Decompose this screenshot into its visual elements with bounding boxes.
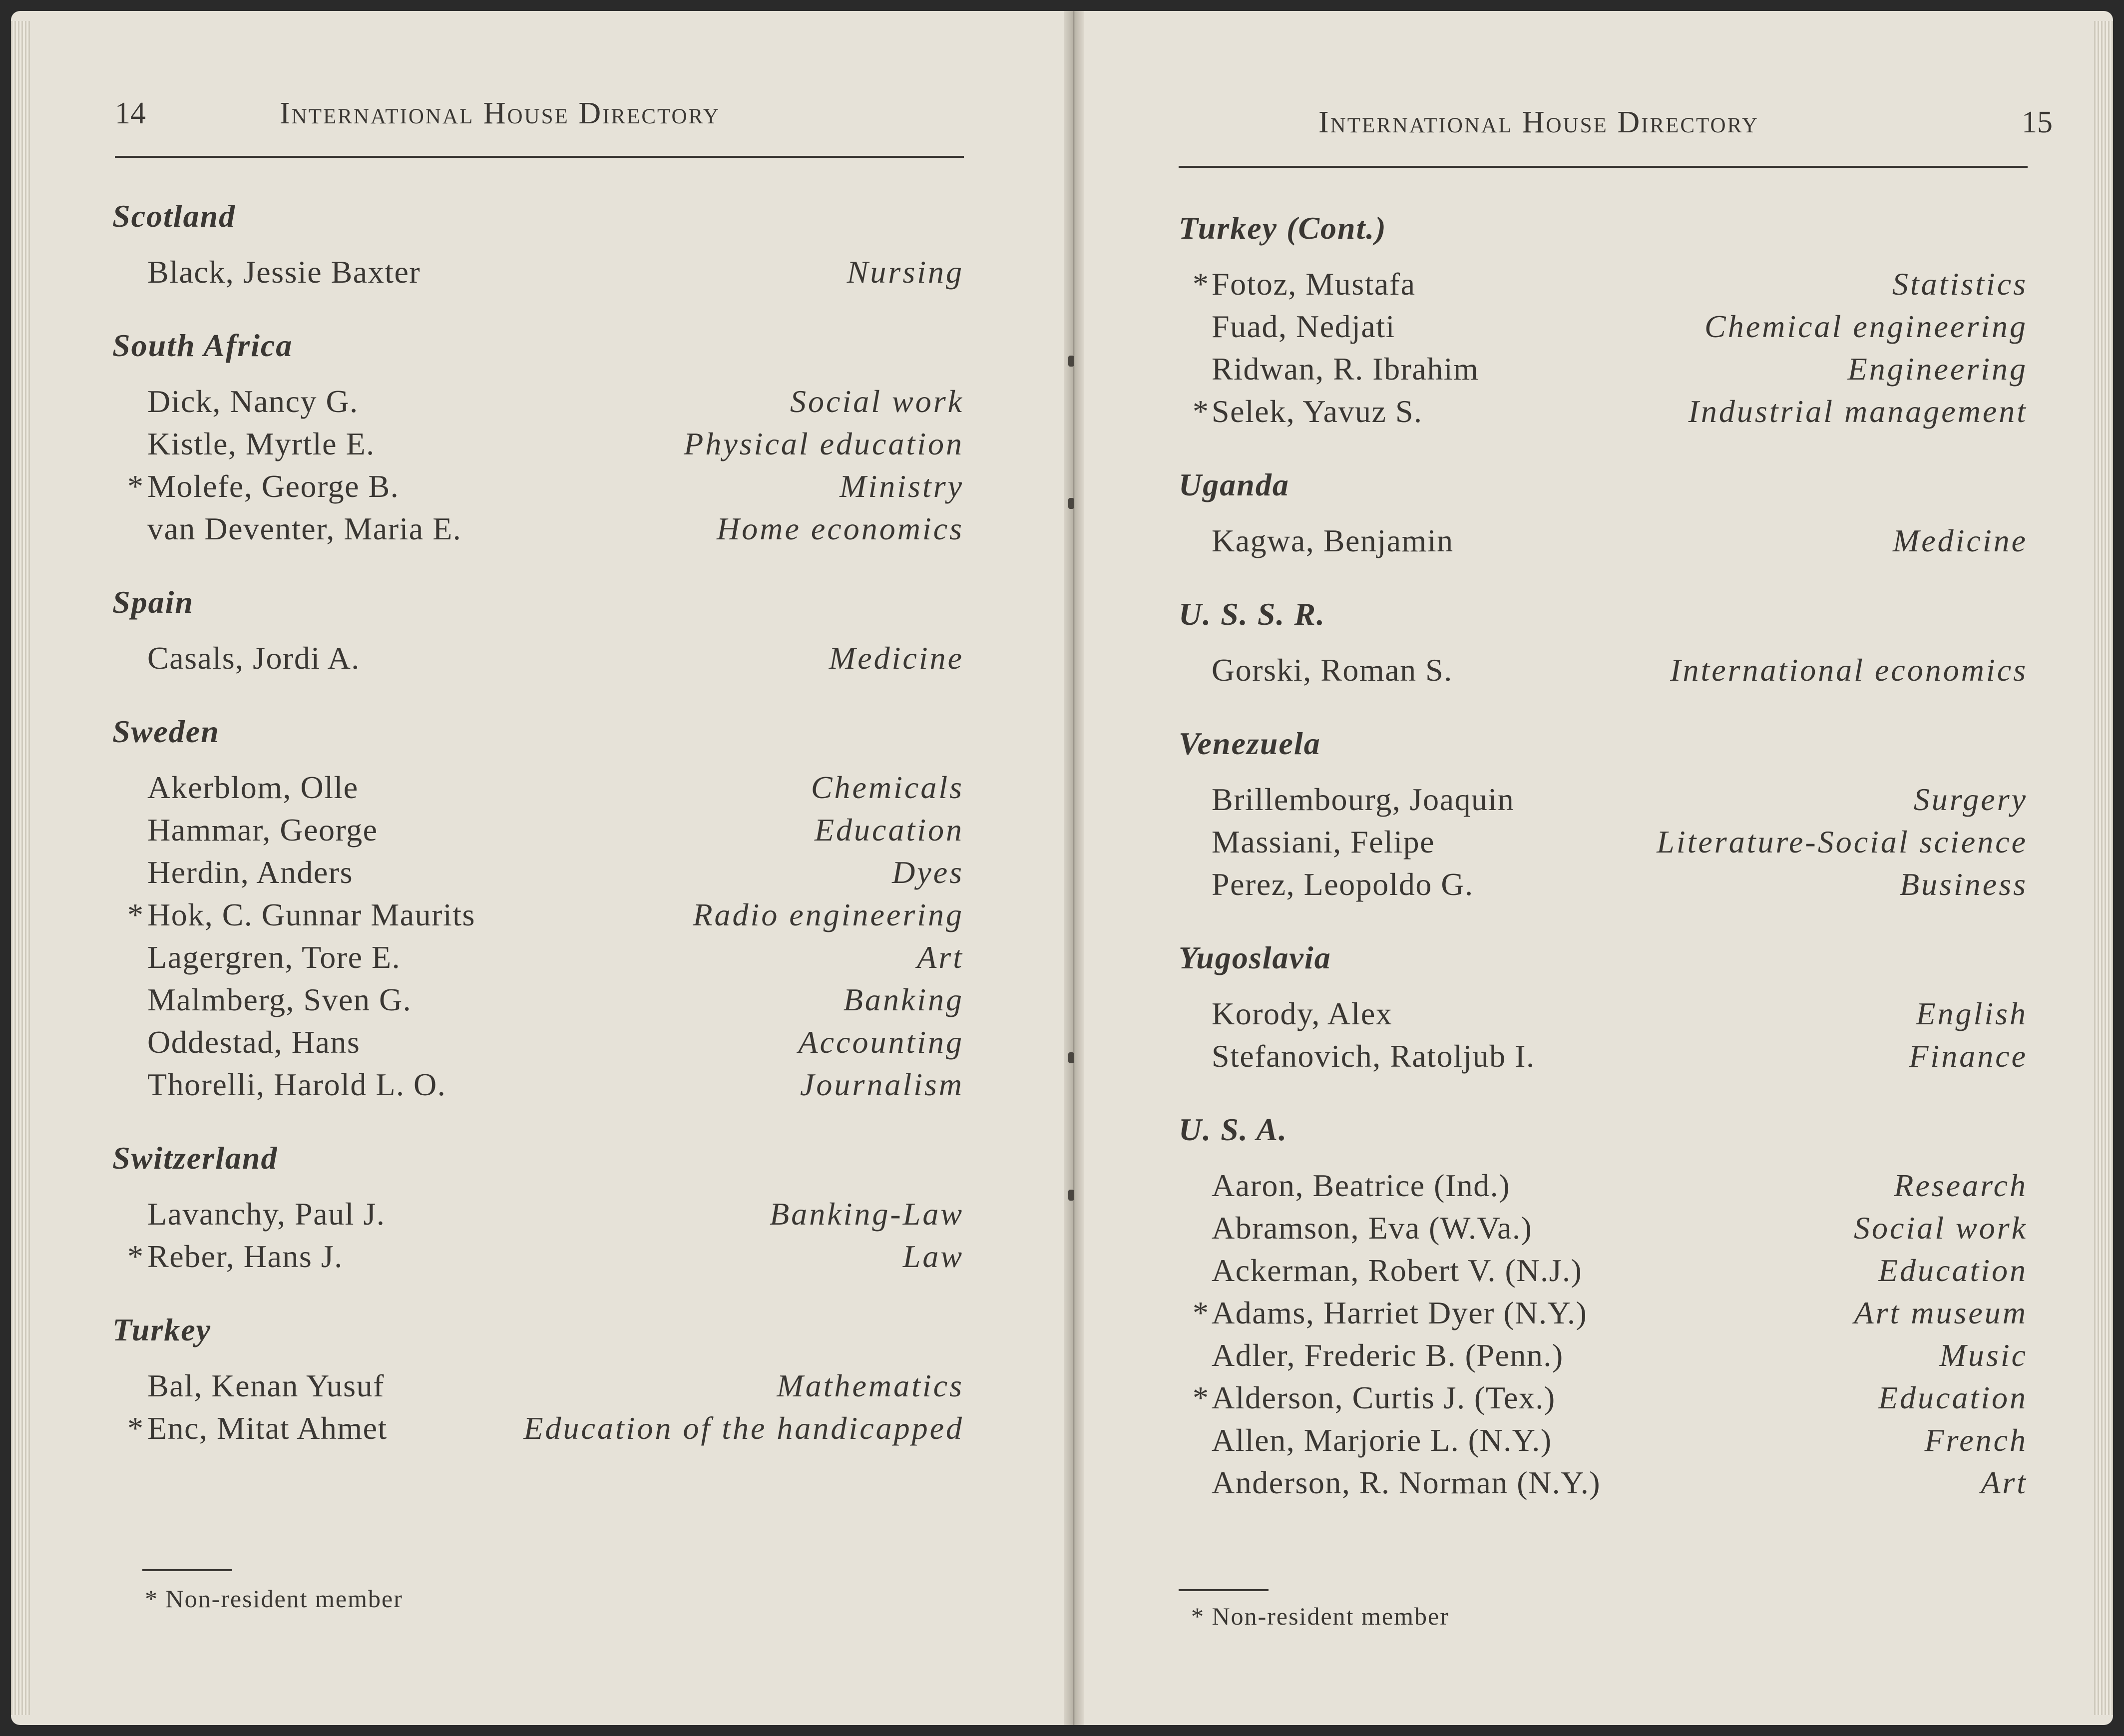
field-of-study: Banking-Law <box>770 1196 964 1232</box>
list-item <box>1179 1334 2028 1376</box>
member-name: Aaron, Beatrice (Ind.) <box>1212 1168 1511 1203</box>
field-of-study: Education of the handicapped <box>523 1410 964 1446</box>
entry-list <box>112 637 964 679</box>
member-name: Perez, Leopoldo G. <box>1212 867 1474 902</box>
member-name: Alderson, Curtis J. (Tex.) <box>1212 1380 1556 1415</box>
member-name: Allen, Marjorie L. (N.Y.) <box>1212 1422 1552 1458</box>
directory-listing <box>1179 207 2028 1504</box>
list-item <box>112 423 964 465</box>
entry-list <box>1179 992 2028 1077</box>
header-title: International House Directory <box>280 96 720 130</box>
field-of-study: Business <box>1900 867 2028 902</box>
list-item <box>1179 1207 2028 1249</box>
member-name: Malmberg, Sven G. <box>147 982 412 1017</box>
header-rule <box>115 156 964 158</box>
member-name: Bal, Kenan Yusuf <box>147 1368 385 1403</box>
list-item <box>112 507 964 550</box>
binding-stitch <box>1068 1052 1074 1063</box>
field-of-study: Law <box>902 1239 964 1274</box>
running-header <box>115 96 964 141</box>
member-name: Abramson, Eva (W.Va.) <box>1212 1210 1533 1246</box>
field-of-study: Accounting <box>798 1024 964 1060</box>
footnote-rule <box>142 1569 232 1571</box>
country-heading: Spain <box>112 584 194 620</box>
list-item <box>112 1193 964 1235</box>
footnote-rule <box>1179 1589 1269 1591</box>
country-heading: Uganda <box>1179 467 1289 502</box>
country-heading: U. S. A. <box>1179 1112 1288 1147</box>
list-item <box>112 1407 964 1449</box>
member-name: Brillembourg, Joaquin <box>1212 782 1515 817</box>
non-resident-marker: * <box>1193 1380 1210 1415</box>
field-of-study: Medicine <box>1892 523 2028 558</box>
binding-stitch <box>1068 356 1074 367</box>
list-item <box>112 1364 964 1407</box>
field-of-study: Physical education <box>684 426 964 461</box>
member-name: Akerblom, Olle <box>147 770 359 805</box>
country-section <box>112 1308 964 1449</box>
field-of-study: Art <box>1981 1465 2028 1500</box>
field-of-study: Finance <box>1909 1038 2028 1074</box>
list-item <box>112 1063 964 1106</box>
non-resident-marker: * <box>1193 266 1210 302</box>
non-resident-marker: * <box>1193 394 1210 429</box>
list-item <box>1179 863 2028 905</box>
member-name: Massiani, Felipe <box>1212 824 1435 860</box>
list-item <box>112 1021 964 1063</box>
list-item <box>112 465 964 507</box>
field-of-study: French <box>1924 1422 2028 1458</box>
field-of-study: Journalism <box>800 1067 964 1102</box>
member-name: Reber, Hans J. <box>147 1239 343 1274</box>
non-resident-marker: * <box>1193 1295 1210 1330</box>
country-section <box>1179 593 2028 691</box>
member-name: Thorelli, Harold L. O. <box>147 1067 446 1102</box>
member-name: Dick, Nancy G. <box>147 384 359 419</box>
list-item <box>1179 1376 2028 1419</box>
member-name: Herdin, Anders <box>147 855 354 890</box>
field-of-study: Social work <box>790 384 964 419</box>
page-number: 15 <box>2022 105 2053 139</box>
field-of-study: Education <box>1878 1380 2028 1415</box>
binding-stitch <box>1068 1190 1074 1201</box>
field-of-study: Statistics <box>1892 266 2028 302</box>
entry-list <box>1179 649 2028 691</box>
field-of-study: Chemicals <box>811 770 964 805</box>
country-section <box>112 195 964 293</box>
country-section <box>1179 722 2028 905</box>
field-of-study: Ministry <box>840 468 964 504</box>
member-name: Kagwa, Benjamin <box>1212 523 1454 558</box>
member-name: Enc, Mitat Ahmet <box>147 1410 388 1446</box>
member-name: Lagergren, Tore E. <box>147 939 401 975</box>
list-item <box>1179 1292 2028 1334</box>
field-of-study: Mathematics <box>777 1368 964 1403</box>
list-item <box>1179 263 2028 305</box>
country-heading: Switzerland <box>112 1140 278 1176</box>
country-section <box>112 710 964 1106</box>
list-item <box>1179 1035 2028 1077</box>
list-item <box>112 936 964 978</box>
country-heading: Turkey (Cont.) <box>1179 210 1387 246</box>
entry-list <box>1179 519 2028 562</box>
entry-list <box>112 766 964 1106</box>
field-of-study: Industrial management <box>1688 394 2028 429</box>
left-page-edges <box>11 21 30 1715</box>
country-heading: Turkey <box>112 1312 212 1347</box>
entry-list <box>1179 1164 2028 1504</box>
entry-list <box>1179 263 2028 433</box>
list-item <box>1179 1164 2028 1207</box>
list-item <box>1179 390 2028 433</box>
field-of-study: Social work <box>1854 1210 2028 1246</box>
member-name: Molefe, George B. <box>147 468 400 504</box>
field-of-study: Surgery <box>1913 782 2028 817</box>
entry-list <box>112 380 964 550</box>
entry-list <box>112 251 964 293</box>
field-of-study: Radio engineering <box>693 897 964 932</box>
field-of-study: Engineering <box>1847 351 2028 387</box>
field-of-study: Art museum <box>1854 1295 2028 1330</box>
member-name: Adler, Frederic B. (Penn.) <box>1212 1337 1564 1373</box>
entry-list <box>112 1364 964 1449</box>
list-item <box>112 1235 964 1278</box>
right-page-edges <box>2094 21 2113 1715</box>
list-item <box>112 251 964 293</box>
non-resident-marker: * <box>127 897 144 932</box>
list-item <box>112 978 964 1021</box>
list-item <box>112 809 964 851</box>
entry-list <box>112 1193 964 1278</box>
country-section <box>1179 1108 2028 1504</box>
field-of-study: International economics <box>1670 652 2028 688</box>
field-of-study: Literature-Social science <box>1657 824 2028 860</box>
list-item <box>112 637 964 679</box>
member-name: van Deventer, Maria E. <box>147 511 462 546</box>
member-name: Fuad, Nedjati <box>1212 309 1395 344</box>
header-rule <box>1179 166 2028 168</box>
member-name: Ridwan, R. Ibrahim <box>1212 351 1479 387</box>
list-item <box>112 893 964 936</box>
field-of-study: Banking <box>843 982 964 1017</box>
country-heading: U. S. S. R. <box>1179 596 1326 632</box>
header-title: International House Directory <box>1318 105 1759 139</box>
list-item <box>1179 649 2028 691</box>
country-heading: South Africa <box>112 328 293 363</box>
book-spread <box>11 11 2113 1725</box>
field-of-study: Nursing <box>847 254 964 290</box>
member-name: Oddestad, Hans <box>147 1024 361 1060</box>
member-name: Stefanovich, Ratoljub I. <box>1212 1038 1535 1074</box>
non-resident-marker: * <box>127 468 144 504</box>
field-of-study: Dyes <box>892 855 964 890</box>
country-section <box>1179 207 2028 433</box>
list-item <box>1179 519 2028 562</box>
directory-listing <box>112 195 964 1449</box>
binding-stitch <box>1068 498 1074 509</box>
field-of-study: Medicine <box>829 640 964 676</box>
country-section <box>112 1137 964 1278</box>
member-name: Korody, Alex <box>1212 996 1393 1031</box>
member-name: Black, Jessie Baxter <box>147 254 421 290</box>
member-name: Hammar, George <box>147 812 378 848</box>
country-heading: Yugoslavia <box>1179 940 1331 975</box>
field-of-study: Chemical engineering <box>1704 309 2028 344</box>
country-heading: Venezuela <box>1179 726 1321 761</box>
field-of-study: Music <box>1939 1337 2028 1373</box>
list-item <box>1179 1419 2028 1461</box>
list-item <box>1179 778 2028 821</box>
list-item <box>112 851 964 893</box>
list-item <box>112 766 964 809</box>
list-item <box>112 380 964 423</box>
non-resident-marker: * <box>127 1410 144 1446</box>
member-name: Gorski, Roman S. <box>1212 652 1453 688</box>
member-name: Adams, Harriet Dyer (N.Y.) <box>1212 1295 1588 1330</box>
member-name: Fotoz, Mustafa <box>1212 266 1416 302</box>
member-name: Selek, Yavuz S. <box>1212 394 1423 429</box>
running-header <box>1084 105 2053 150</box>
field-of-study: Education <box>814 812 964 848</box>
field-of-study: English <box>1916 996 2028 1031</box>
member-name: Anderson, R. Norman (N.Y.) <box>1212 1465 1601 1500</box>
list-item <box>1179 305 2028 348</box>
list-item <box>1179 1461 2028 1504</box>
member-name: Lavanchy, Paul J. <box>147 1196 386 1232</box>
list-item <box>1179 1249 2028 1292</box>
country-section <box>1179 936 2028 1077</box>
country-section <box>112 324 964 550</box>
country-section <box>1179 463 2028 562</box>
field-of-study: Home economics <box>717 511 964 546</box>
field-of-study: Education <box>1878 1253 2028 1288</box>
footnote: * Non-resident member <box>145 1585 403 1613</box>
list-item <box>1179 821 2028 863</box>
page-14 <box>30 11 1064 1725</box>
field-of-study: Art <box>917 939 964 975</box>
book-gutter <box>1064 11 1084 1725</box>
page-15 <box>1084 11 2094 1725</box>
country-heading: Scotland <box>112 198 236 234</box>
country-heading: Sweden <box>112 714 220 749</box>
member-name: Hok, C. Gunnar Maurits <box>147 897 475 932</box>
member-name: Casals, Jordi A. <box>147 640 360 676</box>
page-number: 14 <box>115 96 146 130</box>
entry-list <box>1179 778 2028 905</box>
list-item <box>1179 348 2028 390</box>
member-name: Kistle, Myrtle E. <box>147 426 375 461</box>
footnote: * Non-resident member <box>1191 1602 1449 1630</box>
member-name: Ackerman, Robert V. (N.J.) <box>1212 1253 1583 1288</box>
country-section <box>112 581 964 679</box>
non-resident-marker: * <box>127 1239 144 1274</box>
field-of-study: Research <box>1894 1168 2028 1203</box>
list-item <box>1179 992 2028 1035</box>
